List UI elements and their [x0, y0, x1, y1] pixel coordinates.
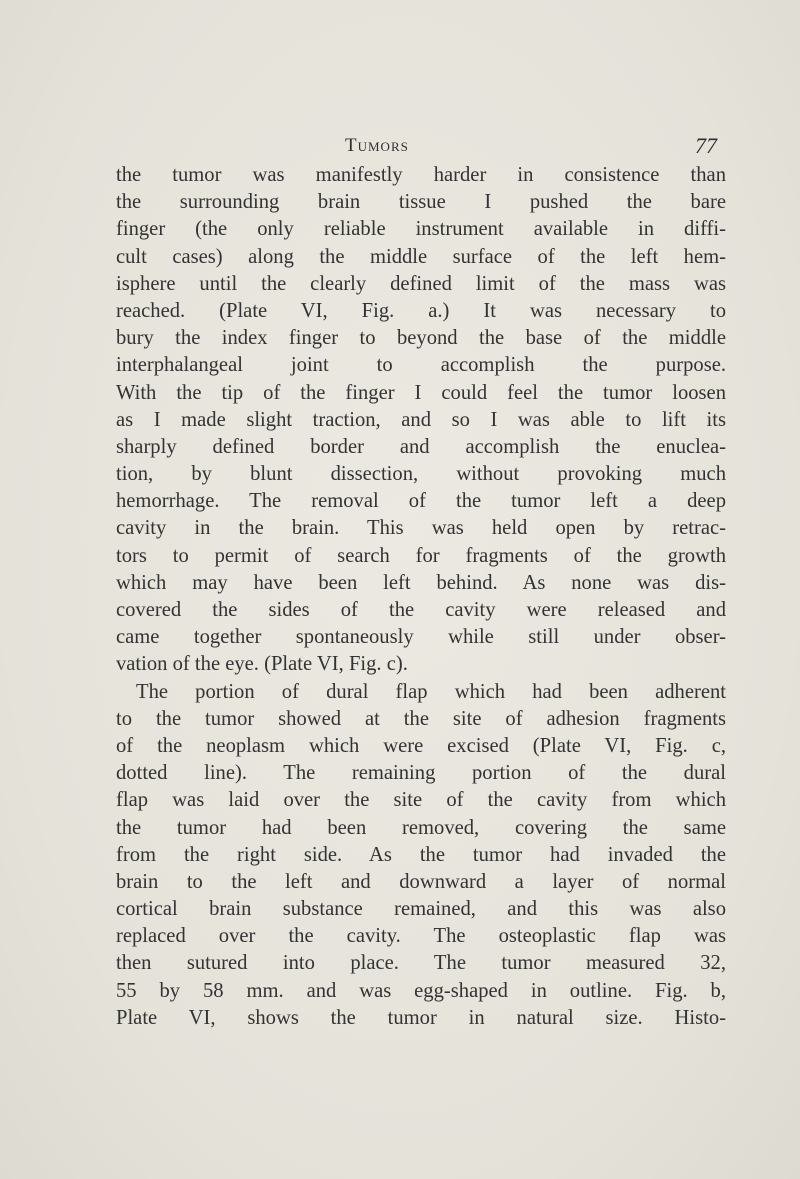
text-line: the surrounding brain tissue I pushed the bare [116, 191, 726, 214]
text-line: hemorrhage. The removal of the tumor left a deep [116, 490, 726, 513]
text-line: sharply defined border and accomplish the enuclea- [116, 435, 726, 458]
text-line: interphalangeal joint to accomplish the purpose. [116, 354, 726, 377]
text-line: dotted line). The remaining portion of the dural [116, 762, 726, 785]
text-line: of the neoplasm which were excised (Plate VI, Fig. c, [116, 734, 726, 757]
running-head: Tumors [345, 135, 409, 156]
text-line: cortical brain substance remained, and this was also [116, 898, 726, 921]
body-text [116, 162, 726, 1032]
text-line: covered the sides of the cavity were released and [116, 599, 726, 621]
text-line: tors to permit of search for fragments of the growth [116, 544, 726, 567]
text-line: which may have been left behind. As none was dis- [116, 571, 726, 594]
text-line: With the tip of the finger I could feel the tumor loosen [116, 381, 726, 404]
text-line: flap was laid over the site of the cavity from which [116, 789, 726, 812]
text-line: 55 by 58 mm. and was egg-shaped in outline. Fig. b, [116, 979, 726, 1002]
text-line: Plate VI, shows the tumor in natural size. Histo- [116, 1006, 726, 1029]
text-line: replaced over the cavity. The osteoplastic flap was [116, 925, 726, 948]
text-line: bury the index finger to beyond the base of the middle [116, 327, 726, 350]
text-line: as I made slight traction, and so I was able to lift its [116, 408, 726, 431]
text-line: came together spontaneously while still under obser- [116, 626, 726, 649]
text-line: the tumor was manifestly harder in consistence than [116, 164, 726, 186]
text-line: cavity in the brain. This was held open by retrac- [116, 517, 726, 540]
text-line: brain to the left and downward a layer of normal [116, 870, 726, 893]
text-line: to the tumor showed at the site of adhesion fragments [116, 707, 726, 730]
text-line: then sutured into place. The tumor measured 32, [116, 952, 726, 975]
text-line: tion, by blunt dissection, without provoking much [116, 463, 726, 486]
text-line: vation of the eye. (Plate VI, Fig. c). [116, 653, 408, 676]
page-header [0, 135, 800, 165]
text-line: the tumor had been removed, covering the same [116, 816, 726, 839]
text-line: isphere until the clearly defined limit of the mass was [116, 272, 726, 295]
text-line: reached. (Plate VI, Fig. a.) It was necessary to [116, 299, 726, 322]
text-line: finger (the only reliable instrument available in diffi- [116, 218, 726, 241]
text-line: The portion of dural flap which had been adherent [136, 680, 726, 703]
text-line: from the right side. As the tumor had invaded the [116, 843, 726, 866]
text-line: cult cases) along the middle surface of the left hem- [116, 245, 726, 268]
page-number: 77 [695, 133, 717, 158]
